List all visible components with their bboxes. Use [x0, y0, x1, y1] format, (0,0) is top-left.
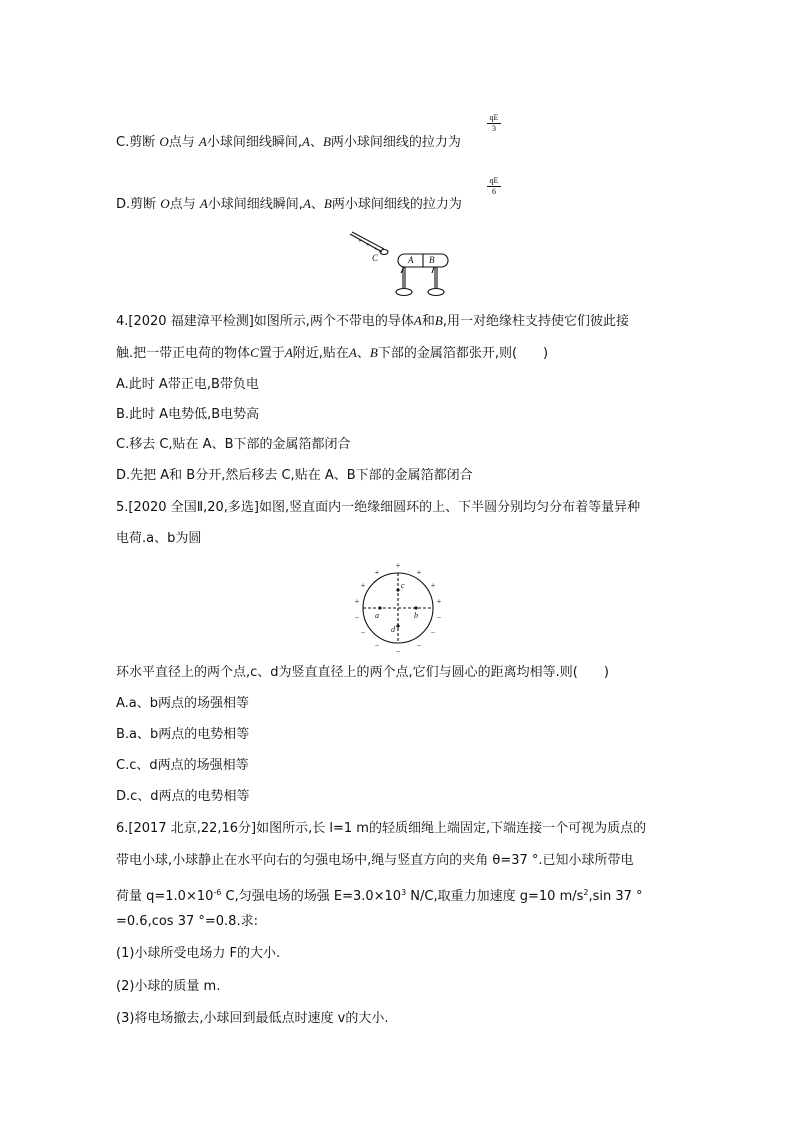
q4-line2-sep: 、 — [356, 346, 370, 361]
q3-option-d-tail: 两小球间细线的拉力为 — [331, 197, 462, 212]
q4-line2-a2: A — [348, 345, 357, 360]
q4-line1-text: 4.[2020 福建漳平检测]如图所示,两个不带电的导体 — [116, 314, 414, 329]
q6-sub2: (2)小球的质量 m. — [116, 979, 221, 994]
rod-plus-2: + — [366, 241, 370, 249]
q6-sub3: (3)将电场撤去,小球回到最低点时速度 v的大小. — [116, 1011, 389, 1026]
q5-stem-line2: 电荷.a、b为圆 — [116, 531, 202, 546]
q3-option-d-b: B — [323, 196, 332, 211]
q3-option-d-a: A — [199, 196, 208, 211]
rod-plus-3: + — [374, 245, 378, 253]
label-c: c — [401, 581, 405, 590]
q3-option-c — [116, 133, 461, 152]
q3-option-d — [116, 195, 462, 214]
label-b: b — [414, 611, 418, 620]
q3-option-c-a: A — [198, 134, 207, 149]
q4-option-a: A.此时 A带正电,B带负电 — [116, 377, 259, 392]
q6-line3-exp1: -6 — [213, 888, 222, 897]
q3-option-c-sep: 、 — [309, 135, 323, 150]
q6-line3-charge: 荷量 q=1.0×10 — [116, 889, 214, 904]
minus-charge: − — [436, 613, 442, 622]
rod-plus-1: + — [358, 237, 362, 245]
post-base-a — [396, 289, 412, 296]
q3-option-c-a2: A — [302, 134, 310, 149]
q4-line2-a: A — [284, 345, 293, 360]
q5-option-a: A.a、b两点的场强相等 — [116, 696, 250, 711]
label-b: B — [429, 255, 435, 265]
q6-line3-exp2: 3 — [401, 888, 407, 897]
q4-line2-pre: 触.把一带正电荷的物体 — [116, 346, 251, 361]
foil-b — [432, 267, 434, 273]
plus-charge: + — [436, 597, 442, 606]
q4-stem-line2 — [116, 344, 548, 363]
q5-stem-line1: 5.[2020 全国Ⅱ,20,多选]如图,竖直面内一绝缘细圆环的上、下半圆分别均匀分布着等量异种 — [116, 500, 641, 515]
q4-conductor-figure — [346, 228, 456, 300]
q6-sub1: (1)小球所受电场力 F的大小. — [116, 946, 281, 961]
plus-charge: + — [374, 568, 380, 577]
q6-stem-line1: 6.[2017 北京,22,16分]如图所示,长 l=1 m的轻质细绳上端固定,下端连接一个可视为质点的 — [116, 821, 647, 836]
q4-option-d: D.先把 A和 B分开,然后移去 C,贴在 A、B下部的金属箔都闭合 — [116, 468, 473, 483]
q6-line3-field: C,匀强电场的场强 E=3.0×10 — [221, 889, 402, 904]
q5-option-d: D.c、d两点的电势相等 — [116, 789, 250, 804]
q4-line1-a: A — [413, 313, 422, 328]
q3-option-c-mid2: 小球间细线瞬间, — [206, 135, 302, 150]
q3-option-d-mid2: 小球间细线瞬间, — [207, 197, 303, 212]
q3-option-d-sep: 、 — [310, 197, 324, 212]
minus-charge: − — [374, 641, 380, 650]
plus-charge: + — [430, 581, 436, 590]
post-base-b — [428, 289, 444, 296]
q3-option-d-fraction — [487, 177, 501, 196]
label-d: d — [391, 625, 395, 634]
fraction-numerator: qE — [487, 114, 501, 124]
label-c: C — [372, 253, 379, 263]
q3-option-c-prefix: C.剪断 — [116, 135, 156, 150]
fraction-denominator: 3 — [492, 124, 496, 133]
q3-option-d-mid1: 点与 — [169, 197, 196, 212]
q4-line2-c: C — [250, 345, 259, 360]
q3-option-d-o: O — [160, 196, 170, 211]
q5-ring-figure — [348, 560, 448, 658]
q4-line2-tail: 下部的金属箔都张开,则( ) — [377, 346, 549, 361]
fraction-denominator: 6 — [492, 187, 496, 196]
q6-stem-line2: 带电小球,小球静止在水平向右的匀强电场中,绳与竖直方向的夹角 θ=37 °.已知小球所带电 — [116, 853, 634, 868]
q4-line1-tail: ,用一对绝缘柱支持使它们彼此接 — [442, 314, 629, 329]
q6-line3-sin: ,sin 37 ° — [588, 889, 643, 904]
q3-option-c-o: O — [159, 134, 169, 149]
point-c — [396, 588, 399, 591]
plus-charge: + — [395, 561, 401, 570]
q4-line2-mid2: 附近,贴在 — [292, 346, 349, 361]
q6-line3-exp3: 2 — [583, 888, 589, 897]
label-a: A — [408, 255, 414, 265]
minus-charge: − — [354, 613, 360, 622]
q3-option-c-fraction — [487, 114, 501, 133]
q5-stem-line3: 环水平直径上的两个点,c、d为竖直直径上的两个点,它们与圆心的距离均相等.则( ) — [116, 665, 609, 680]
q4-option-c: C.移去 C,贴在 A、B下部的金属箔都闭合 — [116, 437, 351, 452]
q6-stem-line4: =0.6,cos 37 °=0.8.求: — [116, 914, 258, 929]
minus-charge: − — [430, 628, 436, 637]
point-a — [378, 606, 381, 609]
q3-option-c-b: B — [322, 134, 331, 149]
q4-line2-b: B — [369, 345, 378, 360]
q4-stem-line1 — [116, 312, 629, 331]
q4-line1-b: B — [434, 313, 443, 328]
q5-option-b: B.a、b两点的电势相等 — [116, 727, 250, 742]
q4-line2-mid: 置于 — [258, 346, 285, 361]
minus-charge: − — [360, 628, 366, 637]
plus-charge: + — [354, 597, 360, 606]
q3-option-c-mid1: 点与 — [168, 135, 195, 150]
plus-charge: + — [416, 568, 422, 577]
minus-charge: − — [416, 641, 422, 650]
fraction-numerator: qE — [487, 177, 501, 187]
q3-option-c-tail: 两小球间细线的拉力为 — [330, 135, 461, 150]
q6-line3-gravity: N/C,取重力加速度 g=10 m/s — [406, 889, 584, 904]
q6-stem-line3 — [116, 884, 643, 906]
q3-option-d-prefix: D.剪断 — [116, 197, 157, 212]
plus-charge: + — [360, 581, 366, 590]
point-d — [396, 624, 399, 627]
q3-option-d-a2: A — [302, 196, 311, 211]
q4-option-b: B.此时 A电势低,B电势高 — [116, 407, 260, 422]
q4-line1-and: 和 — [421, 314, 435, 329]
point-b — [414, 606, 417, 609]
label-a: a — [375, 611, 379, 620]
q5-option-c: C.c、d两点的场强相等 — [116, 758, 249, 773]
minus-charge: − — [395, 647, 401, 656]
